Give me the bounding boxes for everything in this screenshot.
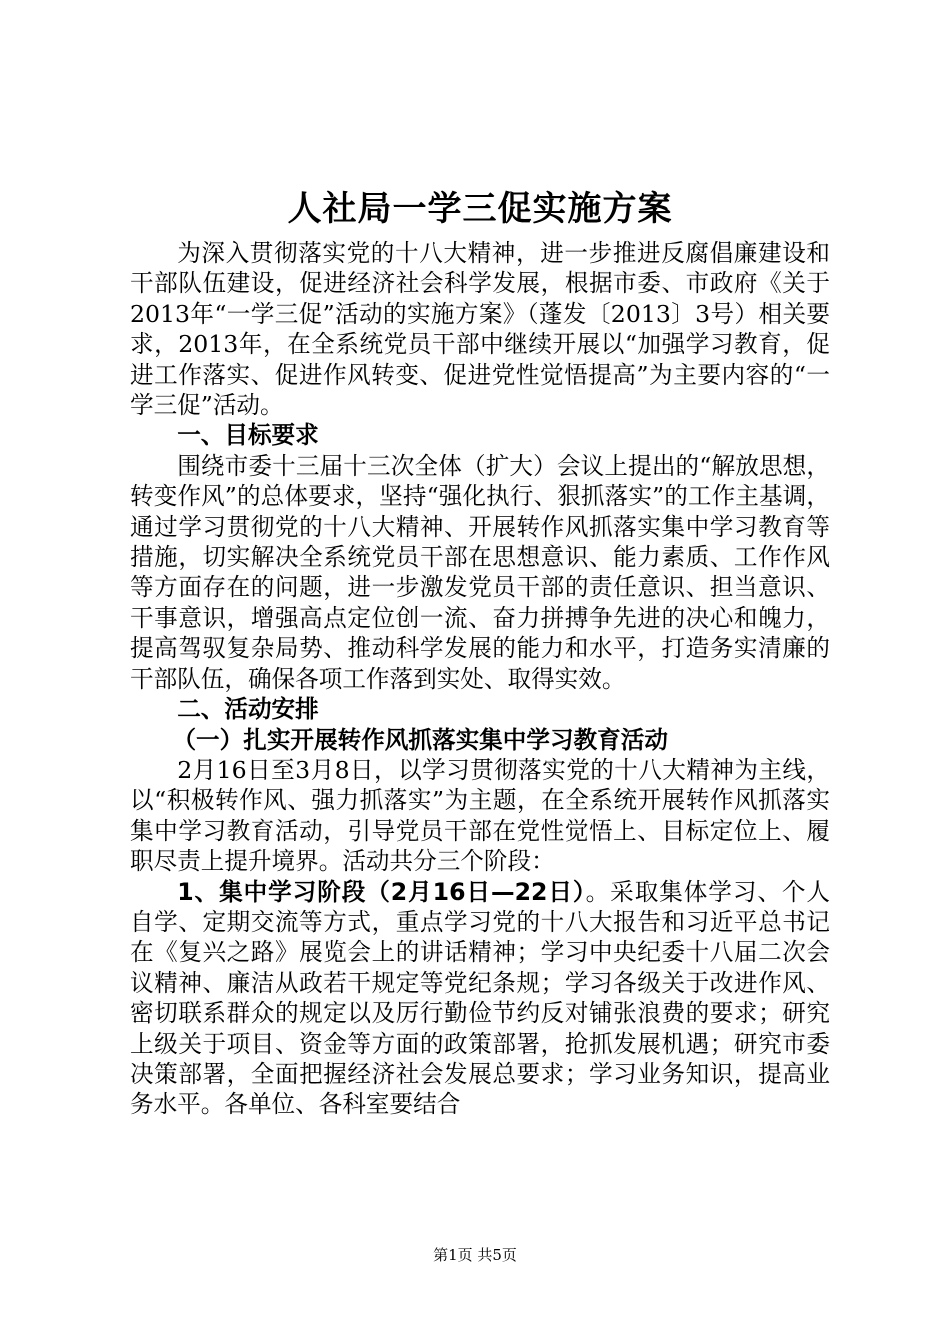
intro-paragraph: 为深入贯彻落实党的十八大精神，进一步推进反腐倡廉建设和干部队伍建设，促进经济社会科学发展，根据市委、市政府《关于2013年“一学三促”活动的实施方案》（蓬发〔2013〕3号）相关要求，2013年，在全系统党员干部中继续开展以“加强学习教育，促进工作落实、促进作风转变、促进党性觉悟提高”为主要内容的“一学三促”活动。	[130, 239, 830, 420]
subsection-body-study: 2月16日至3月8日，以学习贯彻落实党的十八大精神为主线，以“积极转作风、强力抓落实”为主题，在全系统开展转作风抓落实集中学习教育活动，引导党员干部在党性觉悟上、目标定位上、履职尽责上提升境界。活动共分三个阶段：	[130, 755, 830, 876]
document-title: 人社局一学三促实施方案	[287, 189, 673, 229]
document-body	[130, 186, 830, 1120]
subsection-heading-study: （一）扎实开展转作风抓落实集中学习教育活动	[172, 725, 668, 754]
phase1-body: 。采取集体学习、个人自学、定期交流等方式，重点学习党的十八大报告和习近平总书记在《复兴之路》展览会上的讲话精神；学习中央纪委十八届二次会议精神、廉洁从政若干规定等党纪条规；学习各级关于改进作风、密切联系群众的规定以及厉行勤俭节约反对铺张浪费的要求；研究上级关于项目、资金等方面的政策部署，抢抓发展机遇；研究市委决策部署，全面把握经济社会发展总要求；学习业务知识，提高业务水平。各单位、各科室要结合	[130, 877, 831, 1119]
page-footer: 第1页 共5页	[433, 1246, 517, 1264]
section-heading-goals: 一、目标要求	[177, 421, 319, 450]
section-heading-activities: 二、活动安排	[177, 695, 319, 724]
phase1-paragraph	[130, 877, 830, 1120]
phase1-lead: 1、集中学习阶段（2月16日—22日）	[177, 877, 586, 906]
section-body-goals: 围绕市委十三届十三次全体（扩大）会议上提出的“解放思想，转变作风”的总体要求，坚持“强化执行、狠抓落实”的工作主基调，通过学习贯彻党的十八大精神、开展转作风抓落实集中学习教育等措施，切实解决全系统党员干部在思想意识、能力素质、工作作风等方面存在的问题，进一步激发党员干部的责任意识、担当意识、干事意识，增强高点定位创一流、奋力拼搏争先进的决心和魄力，提高驾驭复杂局势、推动科学发展的能力和水平，打造务实清廉的干部队伍，确保各项工作落到实处、取得实效。	[130, 451, 830, 693]
